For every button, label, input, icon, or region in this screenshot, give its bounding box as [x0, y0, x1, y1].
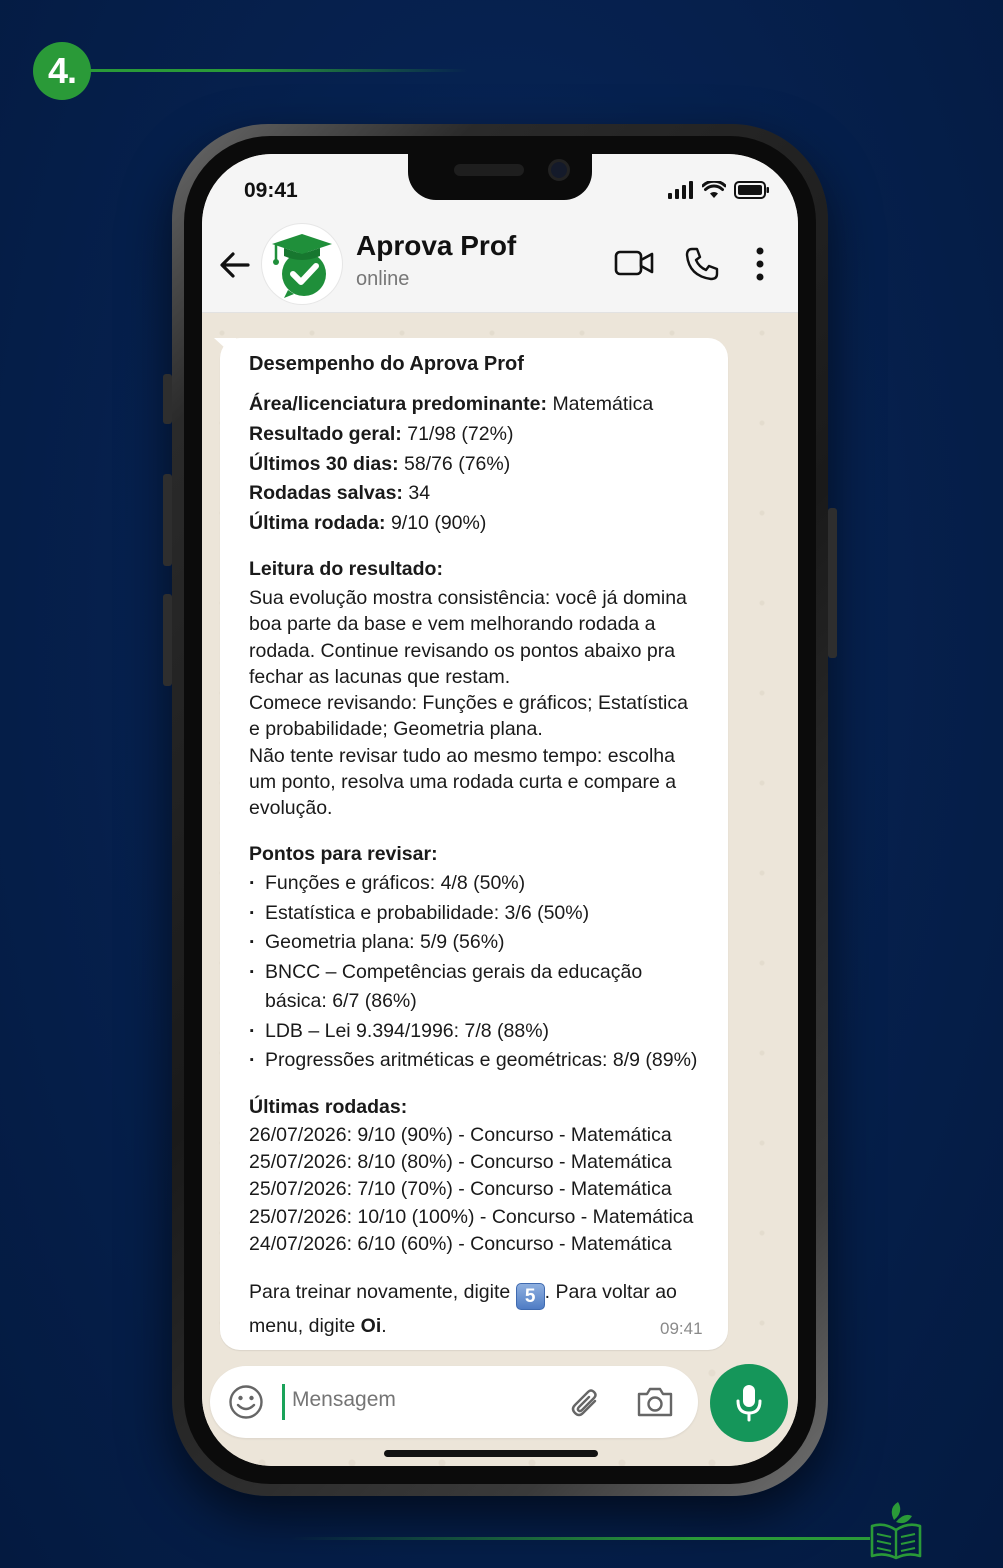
wifi-icon [702, 181, 726, 199]
list-item: 25/07/2026: 8/10 (80%) - Concurso - Matemática [249, 1151, 672, 1174]
step-divider-line [88, 69, 468, 72]
status-bar-icons [668, 181, 770, 199]
footer-divider-line [290, 1537, 870, 1540]
message-title: Desempenho do Aprova Prof [249, 353, 524, 375]
front-camera [548, 159, 570, 181]
status-bar-time: 09:41 [244, 179, 298, 202]
voice-message-button[interactable] [710, 1364, 788, 1442]
rounds-section-title: Últimas rodadas: [249, 1096, 408, 1118]
more-options-icon[interactable] [754, 246, 766, 282]
review-points-list [249, 869, 697, 1076]
attachment-clip-icon[interactable] [566, 1384, 602, 1420]
list-item: · Funções e gráficos: 4/8 (50%) [249, 869, 697, 899]
earpiece-speaker [454, 164, 524, 176]
back-arrow-icon[interactable] [218, 248, 252, 282]
phone-silent-switch [163, 374, 172, 424]
stat-row: Resultado geral: 71/98 (72%) [249, 422, 514, 445]
emoji-icon[interactable] [228, 1384, 264, 1420]
list-item: · LDB – Lei 9.394/1996: 7/8 (88%) [249, 1017, 697, 1047]
open-book-leaf-icon [868, 1500, 924, 1560]
list-item: 25/07/2026: 10/10 (100%) - Concurso - Matemática [249, 1205, 694, 1228]
phone-power-button [828, 508, 837, 658]
phone-volume-down-button [163, 594, 172, 686]
list-item: · Estatística e probabilidade: 3/6 (50%) [249, 899, 697, 929]
stat-row: Área/licenciatura predominante: Matemática [249, 393, 654, 415]
camera-icon[interactable] [636, 1386, 674, 1418]
contact-avatar[interactable] [262, 224, 342, 304]
review-section-title: Pontos para revisar: [249, 843, 438, 865]
chat-header [202, 154, 798, 313]
stat-row: Última rodada: 9/10 (90%) [249, 512, 487, 535]
stats-list [249, 390, 653, 539]
text-cursor [282, 1384, 285, 1420]
list-item: 25/07/2026: 7/10 (70%) - Concurso - Matemática [249, 1178, 672, 1201]
stat-row: Últimos 30 dias: 58/76 (76%) [249, 452, 511, 475]
contact-status: online [356, 268, 410, 290]
list-item: 26/07/2026: 9/10 (90%) - Concurso - Matemática [249, 1124, 672, 1146]
phone-notch [408, 154, 592, 200]
stat-row: Rodadas salvas: 34 [249, 482, 431, 505]
contact-name[interactable]: Aprova Prof [356, 230, 517, 261]
list-item: · Progressões aritméticas e geométricas: 8/9 (89%) [249, 1046, 697, 1076]
reading-section-title: Leitura do resultado: [249, 558, 443, 580]
message-composer [210, 1366, 698, 1438]
phone-volume-up-button [163, 474, 172, 566]
list-item: · Geometria plana: 5/9 (56%) [249, 928, 697, 958]
home-indicator[interactable] [384, 1450, 598, 1457]
phone-screen [202, 154, 798, 1466]
rounds-list [249, 1122, 693, 1258]
message-input[interactable] [292, 1388, 552, 1412]
microphone-icon [734, 1383, 764, 1423]
step-number-badge: 4. [33, 42, 91, 100]
phone-call-icon[interactable] [684, 246, 720, 282]
list-item: · BNCC – Competências gerais da educação básica: 6/7 (86%) [249, 958, 697, 1017]
list-item: 24/07/2026: 6/10 (60%) - Concurso - Matemática [249, 1232, 672, 1255]
message-timestamp: 09:41 [660, 1319, 703, 1338]
message-footer: Para treinar novamente, digite 5 . Para voltar ao menu, digite Oi. [249, 1281, 677, 1337]
reading-paragraph: Sua evolução mostra consistência: você já domina boa parte da base e vem melhorando rodada a rodada. Continue revisando os pontos abaixo pra fechar as lacunas que restam. Comece revisando: Funções e gráficos; Estatística e probabilidade; Geometria plana. Não tente revisar tudo ao mesmo tempo: escolha um ponto, resolva uma rodada curta e compare a evolução. [249, 587, 688, 820]
keycap-5-emoji: 5 [516, 1283, 545, 1310]
battery-icon [734, 181, 770, 199]
video-call-icon[interactable] [614, 248, 654, 278]
graduation-cap-check-icon [262, 224, 342, 304]
signal-icon [668, 181, 694, 199]
